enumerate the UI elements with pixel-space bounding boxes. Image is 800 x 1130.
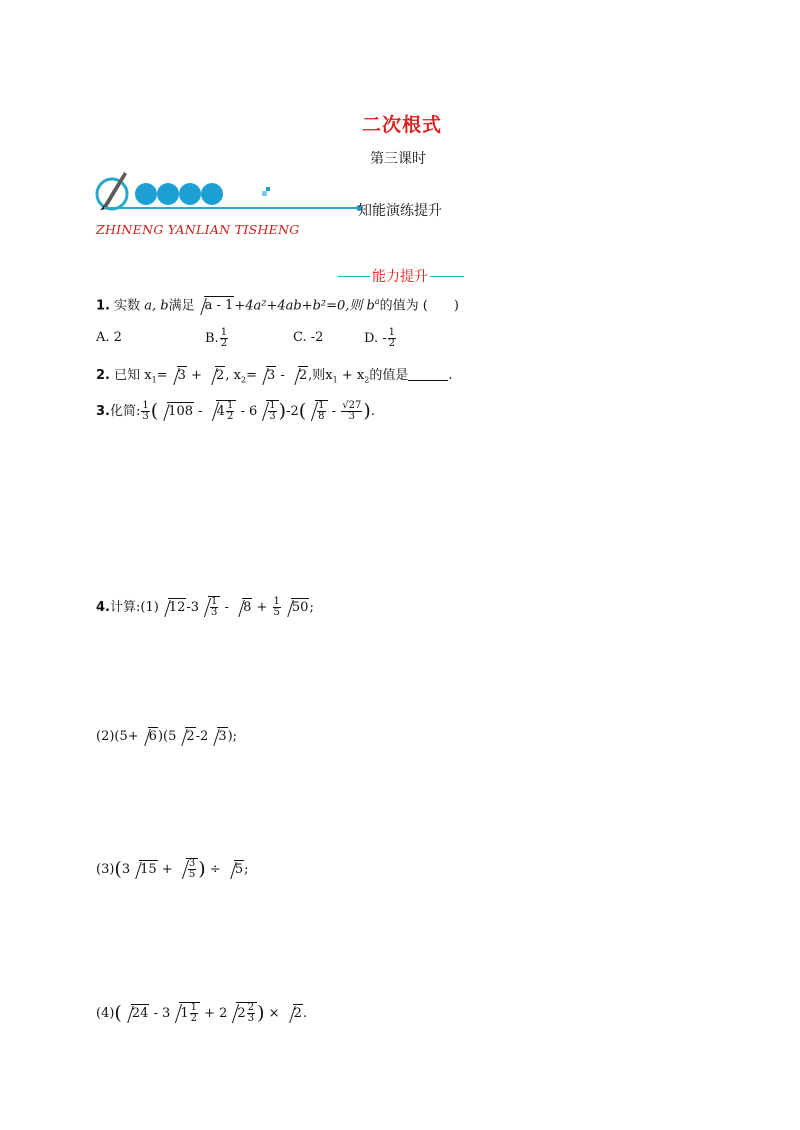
question-4-part-1: 4.计算:(1) 12-3 $\frac{1}{3}$ - 8 + $\frac{1}{5}$ 50; — [96, 596, 314, 618]
option-b: B. $\frac{1}{2}$ — [205, 327, 228, 349]
question-4-part-3: (3)(3 15 + $\frac{3}{5}$ ) ÷ 5; — [96, 858, 249, 880]
answer-blank[interactable] — [408, 366, 448, 381]
page-title: 二次根式 — [361, 114, 442, 136]
option-c: C. -2 — [293, 330, 324, 345]
question-3: 3.化简: $\frac{1}{3}$ ( 108 - 4 $\frac{1}{2}$ - 6 $\frac{1}{3}$ )-2( $\frac{1}{8}$ - $\frac{√27}{3}$ ). — [96, 400, 375, 422]
banner-label: 知能演练提升 — [358, 203, 442, 219]
question-4-part-2: (2)(5+ 6)(5 2-2 3); — [96, 727, 237, 747]
question-4-part-4: (4)( 24 - 3 1 $\frac{1}{2}$ + 2 2 $\frac{2}{3}$ ) × 2. — [96, 1002, 308, 1024]
option-a: A. 2 — [96, 330, 122, 345]
question-1: 1. 实数 a, b满足 a - 1+4a²+4ab+b²=0,则 $b^a$的值为 ( ) — [96, 292, 459, 316]
option-d: D. - $\frac{1}{2}$ — [364, 327, 395, 349]
section-heading: 能力提升 — [338, 266, 464, 286]
lesson-subtitle: 第三课时 — [370, 151, 426, 167]
question-2: 2. 已知 $x_1= 3 + 2$, $x_2= 3 - 2$,则$x_1 + x_2$的值是 . — [96, 368, 453, 385]
banner-pinyin: ZHINENG YANLIAN TISHENG — [96, 222, 300, 237]
